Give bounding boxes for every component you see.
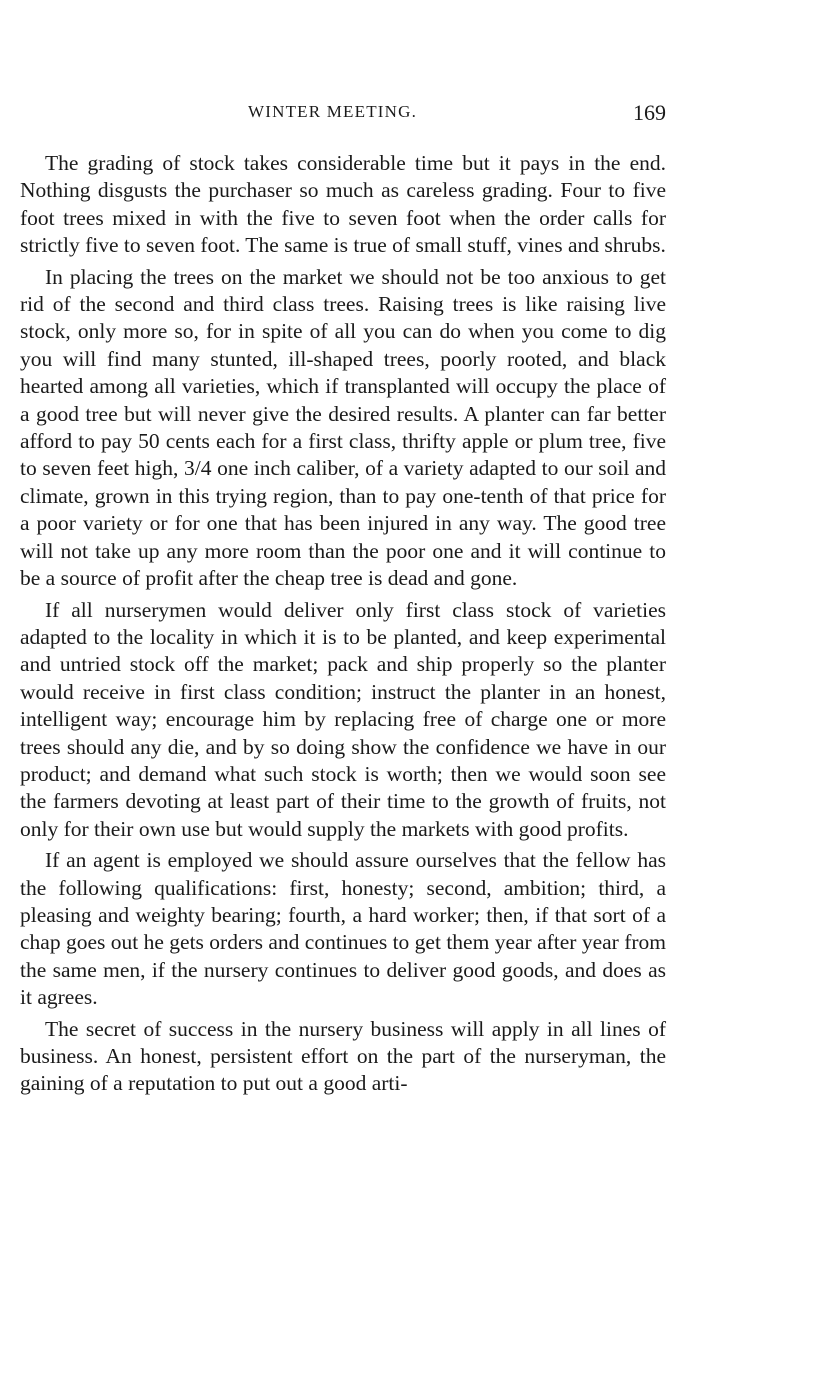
body-text	[20, 150, 666, 1098]
paragraph-secret-of-success: The secret of success in the nursery business will apply in all lines of business. An honest, persistent effort on the part of the nurseryman, the gaining of a reputation to put out a good arti-	[20, 1016, 666, 1096]
paragraph-agent: If an agent is employed we should assure ourselves that the fellow has the following qualifications: first, honesty; second, ambition; third, a pleasing and weighty bearing; fourth, a hard worker; then, if that sort of a chap goes out he gets orders and continues to get them year after year from the same men, if the nursery continues to deliver good goods, and does as it agrees.	[20, 848, 666, 1010]
paragraph-nurserymen: If all nurserymen would deliver only first class stock of varieties adapted to the locality in which it is to be planted, and keep experimental and untried stock off the market; pack and ship properly so the planter would receive in first class condition; instruct the planter in an honest, intelligent way; encourage him by replacing free of charge one or more trees should any die, and by so doing show the confidence we have in our product; and demand what such stock is worth; then we would soon see the farmers devoting at least part of their time to the growth of fruits, not only for their own use but would supply the markets with good profits.	[20, 597, 666, 841]
running-title: WINTER MEETING.	[248, 102, 418, 121]
page-number: 169	[633, 100, 666, 125]
running-head	[20, 96, 666, 132]
paragraph-grading: The grading of stock takes considerable time but it pays in the end. Nothing disgusts the purchaser so much as careless grading. Four to five foot trees mixed in with the five to seven foot when the order calls for strictly five to seven foot. The same is true of small stuff, vines and shrubs.	[20, 151, 666, 258]
book-page	[20, 96, 666, 1102]
paragraph-placing-trees: In placing the trees on the market we should not be too anxious to get rid of the second and third class trees. Raising trees is like raising live stock, only more so, for in spite of all you can do when you come to dig you will find many stunted, ill-shaped trees, poorly rooted, and black hearted among all varieties, which if transplanted will occupy the place of a good tree but will never give the desired results. A planter can far better afford to pay 50 cents each for a first class, thrifty apple or plum tree, five to seven feet high, 3/4 one inch caliber, of a variety adapted to our soil and climate, grown in this trying region, than to pay one-tenth of that price for a poor variety or for one that has been injured in any way. The good tree will not take up any more room than the poor one and it will continue to be a source of profit after the cheap tree is dead and gone.	[20, 264, 666, 591]
